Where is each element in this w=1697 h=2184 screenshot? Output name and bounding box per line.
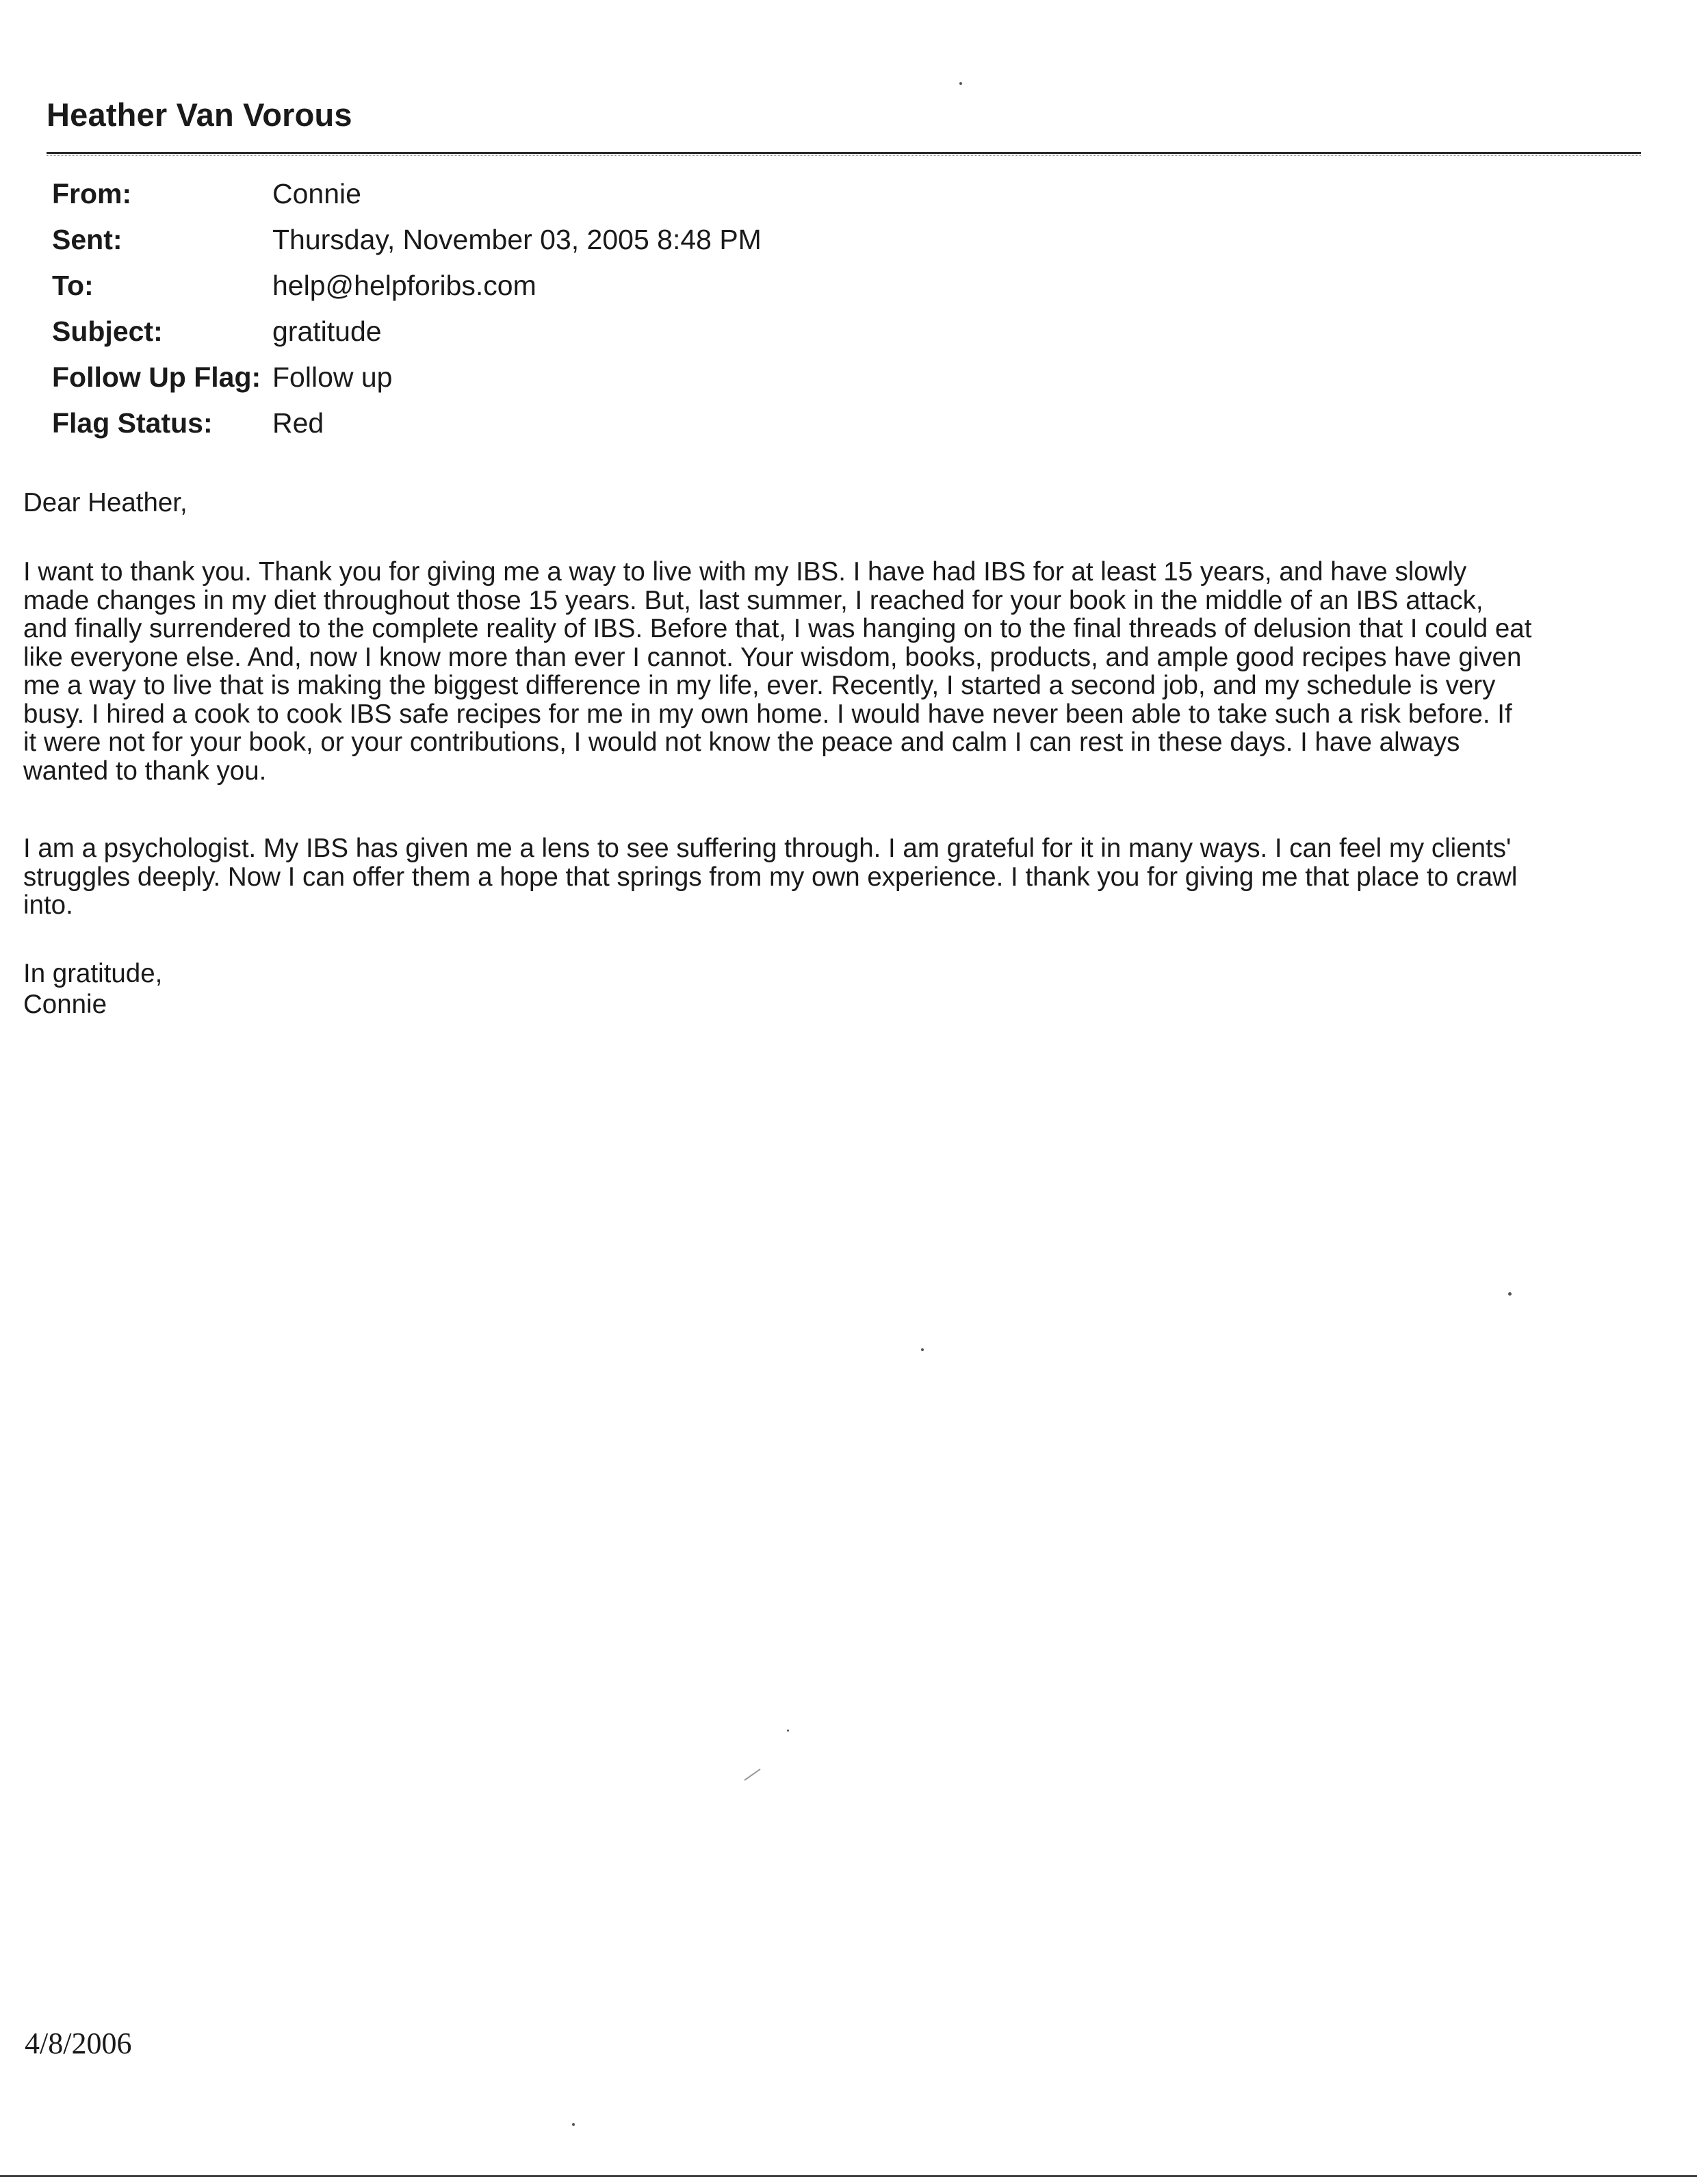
scan-speck	[572, 2123, 575, 2126]
from-value: Connie	[272, 178, 361, 209]
sent-value: Thursday, November 03, 2005 8:48 PM	[272, 224, 762, 255]
paragraph-1-line: me a way to live that is making the biggest difference in my life, ever. Recently, I started a second job, and my schedule is very	[23, 671, 1496, 700]
mailbox-owner-name: Heather Van Vorous	[47, 97, 352, 133]
email-paragraph-2	[23, 834, 1666, 920]
flag-status-label: Flag Status:	[52, 407, 213, 439]
subject-value: gratitude	[272, 316, 382, 347]
to-label: To:	[52, 270, 94, 301]
email-signature: Connie	[23, 990, 107, 1019]
scan-speck	[1508, 1292, 1512, 1296]
paragraph-2-line: into.	[23, 890, 73, 920]
header-divider	[47, 152, 1641, 154]
paragraph-1-line: it were not for your book, or your contributions, I would not know the peace and calm I can rest in these days. I have always	[23, 728, 1460, 757]
email-greeting: Dear Heather,	[23, 488, 187, 517]
paragraph-1-line: and finally surrendered to the complete reality of IBS. Before that, I was hanging on to the final threads of delusion that I could eat	[23, 614, 1532, 643]
paragraph-1-line: busy. I hired a cook to cook IBS safe recipes for me in my own home. I would have never been able to take such a risk before. If	[23, 699, 1512, 729]
email-closing: In gratitude,	[23, 959, 163, 988]
follow-up-flag-label: Follow Up Flag:	[52, 361, 261, 393]
scan-speck	[959, 82, 962, 85]
flag-status-value: Red	[272, 407, 324, 439]
scan-speck	[921, 1348, 924, 1351]
to-value: help@helpforibs.com	[272, 270, 536, 301]
paragraph-1-line: made changes in my diet throughout those 15 years. But, last summer, I reached for your book in the middle of an IBS attack,	[23, 585, 1484, 615]
paragraph-2-line: I am a psychologist. My IBS has given me a lens to see suffering through. I am grateful for it in many ways. I can feel my clients'	[23, 834, 1512, 863]
paragraph-2-line: struggles deeply. Now I can offer them a hope that springs from my own experience. I thank you for giving me that place to crawl	[23, 862, 1518, 892]
from-label: From:	[52, 178, 132, 209]
header-divider-dotted	[47, 155, 1641, 156]
sent-label: Sent:	[52, 224, 122, 255]
email-paragraph-1	[23, 558, 1666, 785]
paragraph-1-line: like everyone else. And, now I know more than ever I cannot. Your wisdom, books, products, and ample good recipes have given	[23, 642, 1522, 672]
scan-speck	[787, 1730, 789, 1732]
subject-label: Subject:	[52, 316, 163, 347]
paragraph-1-line: I want to thank you. Thank you for giving me a way to live with my IBS. I have had IBS for at least 15 years, and have slowly	[23, 557, 1467, 587]
page-bottom-edge	[0, 2175, 1697, 2177]
paragraph-1-line: wanted to thank you.	[23, 756, 267, 786]
follow-up-flag-value: Follow up	[272, 361, 393, 393]
print-date: 4/8/2006	[25, 2027, 132, 2060]
scan-mark	[744, 1769, 760, 1781]
